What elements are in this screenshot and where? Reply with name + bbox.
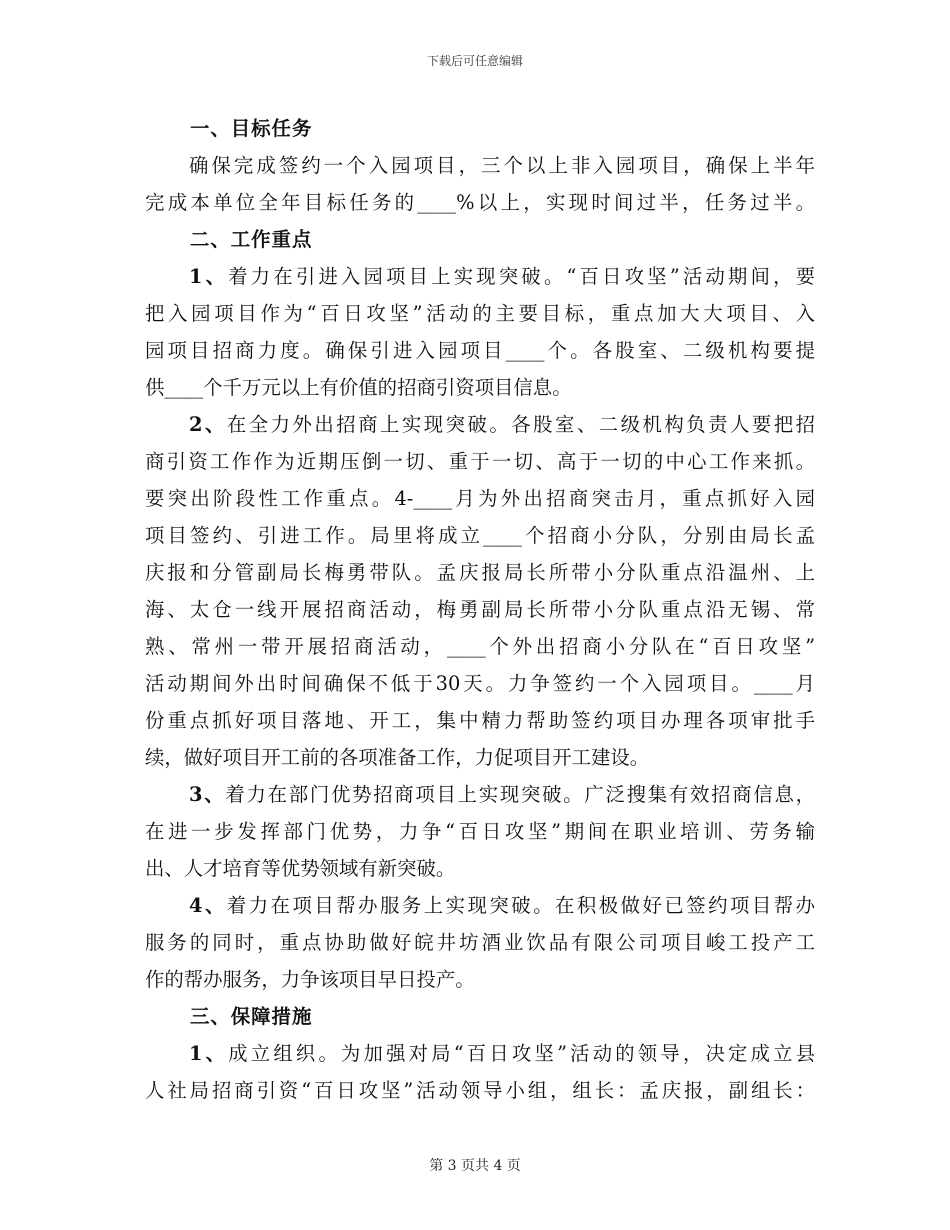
document-body <box>145 110 815 1109</box>
section-heading: 二、工作重点 <box>190 228 313 251</box>
section-heading: 一、目标任务 <box>190 117 313 140</box>
paragraph-line: 服务的同时，重点协助做好皖井坊酒业饮品有限公司项目峻工投产工 <box>145 931 815 954</box>
paragraph-first-line: 确保完成签约一个入园项目，三个以上非入园项目，确保上半年 <box>189 154 815 177</box>
paragraph-last-line: 作的帮办服务，力争该项目早日投产。 <box>145 968 475 991</box>
page-header: 下载后可任意编辑 <box>426 54 523 68</box>
paragraph-first-line: 1、着力在引进入园项目上实现突破。“百日攻坚”活动期间，要 <box>189 265 815 288</box>
page-footer: 第 3 页共 4 页 <box>429 1158 521 1174</box>
paragraph-first-line: 1、成立组织。为加强对局“百日攻坚”活动的领导，决定成立县 <box>189 1042 815 1065</box>
paragraph-first-line: 4、着力在项目帮办服务上实现突破。在积极做好已签约项目帮办 <box>189 894 815 917</box>
item-number: 2、 <box>189 413 227 436</box>
paragraph-line: 活动期间外出时间确保不低于30天。力争签约一个入园项目。____月 <box>145 672 815 695</box>
paragraph-line: 份重点抓好项目落地、开工，集中精力帮助签约项目办理各项审批手 <box>145 709 815 732</box>
paragraph-line: 园项目招商力度。确保引进入园项目____个。各股室、二级机构要提 <box>145 339 815 362</box>
item-number: 4、 <box>189 894 227 917</box>
paragraph-line: 人社局招商引资“百日攻坚”活动领导小组，组长：孟庆报，副组长： <box>145 1079 815 1102</box>
paragraph-line: 海、太仓一线开展招商活动，梅勇副局长所带小分队重点沿无锡、常 <box>145 598 815 621</box>
item-number: 1、 <box>189 265 229 288</box>
paragraph-first-line: 2、在全力外出招商上实现突破。各股室、二级机构负责人要把招 <box>189 413 815 436</box>
paragraph-first-line: 3、着力在部门优势招商项目上实现突破。广泛搜集有效招商信息， <box>189 783 815 806</box>
paragraph-line: 要突出阶段性工作重点。4-____月为外出招商突击月，重点抓好入园 <box>145 487 815 510</box>
paragraph-last-line: 出、人才培育等优势领域有新突破。 <box>145 857 456 880</box>
paragraph-line: 熟、常州一带开展招商活动，____个外出招商小分队在“百日攻坚” <box>145 635 815 658</box>
paragraph-line: 商引资工作作为近期压倒一切、重于一切、高于一切的中心工作来抓。 <box>145 450 815 473</box>
paragraph-last-line: 供____个千万元以上有价值的招商引资项目信息。 <box>145 376 572 399</box>
paragraph-line: 在进一步发挥部门优势，力争“百日攻坚”期间在职业培训、劳务输 <box>145 820 815 843</box>
paragraph-line: 完成本单位全年目标任务的____%以上，实现时间过半，任务过半。 <box>145 191 815 214</box>
item-number: 3、 <box>189 783 226 806</box>
section-heading: 三、保障措施 <box>190 1005 313 1028</box>
paragraph-last-line: 续，做好项目开工前的各项准备工作，力促项目开工建设。 <box>145 746 650 769</box>
paragraph-line: 把入园项目作为“百日攻坚”活动的主要目标，重点加大大项目、入 <box>145 302 815 325</box>
paragraph-line: 项目签约、引进工作。局里将成立____个招商小分队，分别由局长孟 <box>145 524 815 547</box>
paragraph-line: 庆报和分管副局长梅勇带队。孟庆报局长所带小分队重点沿温州、上 <box>145 561 815 584</box>
item-number: 1、 <box>189 1042 229 1065</box>
